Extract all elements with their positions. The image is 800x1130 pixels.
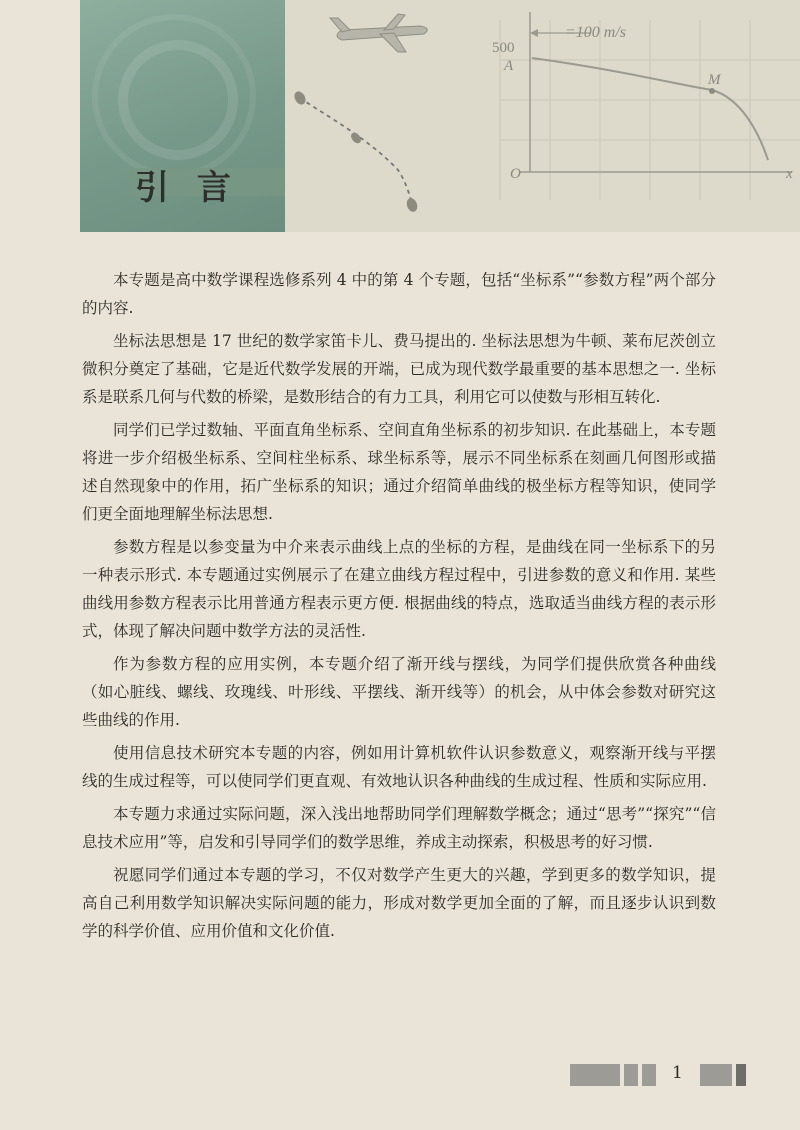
chapter-title: 引 言 xyxy=(135,168,239,208)
point-a-label: A xyxy=(504,58,514,74)
footer-decor-bar xyxy=(700,1064,732,1086)
footer-decor-bar xyxy=(642,1064,656,1086)
chapter-header xyxy=(80,0,800,232)
package-icon xyxy=(405,197,419,214)
paragraph: 本专题力求通过实际问题，深入浅出地帮助同学们理解数学概念；通过“思考”“探究”“信息技术应用”等，启发和引导同学们的数学思维，养成主动探索，积极思考的好习惯. xyxy=(82,805,716,851)
drop-path xyxy=(300,98,412,205)
point-m-label: M xyxy=(708,72,721,88)
paragraph: 本专题是高中数学课程选修系列 4 中的第 4 个专题，包括“坐标系”“参数方程”两个部分的内容. xyxy=(82,271,716,317)
paragraph: 同学们已学过数轴、平面直角坐标系、空间直角坐标系的初步知识. 在此基础上，本专题将进一步介绍极坐标系、空间柱坐标系、球坐标系等，展示不同坐标系在刻画几何图形或描述自然现象中的作用，拓广坐标系的知识；通过介绍简单曲线的极坐标方程等知识，使同学们更全面地理解坐标法思想. xyxy=(82,421,716,523)
package-icon xyxy=(292,89,308,106)
origin-label: O xyxy=(510,166,521,182)
footer-decor-bar xyxy=(736,1064,746,1086)
y-value-label: 500 xyxy=(492,40,515,56)
x-axis-label: x xyxy=(786,166,793,182)
velocity-label: =100 m/s xyxy=(565,24,627,41)
page-footer xyxy=(0,1054,800,1094)
paragraph: 作为参数方程的应用实例，本专题介绍了渐开线与摆线，为同学们提供欣赏各种曲线（如心脏线、螺线、玫瑰线、叶形线、平摆线、渐开线等）的机会，从中体会参数对研究这些曲线的作用. xyxy=(82,655,716,729)
introduction-body xyxy=(82,266,716,950)
point-m-marker xyxy=(709,88,715,94)
velocity-arrowhead xyxy=(530,29,538,37)
footer-decor-bar xyxy=(570,1064,620,1086)
paragraph: 参数方程是以参变量为中介来表示曲线上点的坐标的方程，是曲线在同一坐标系下的另一种表示形式. 本专题通过实例展示了在建立曲线方程过程中，引进参数的意义和作用. 某些曲线用参数方程表示比用普通方程表示更方便. 根据曲线的特点，选取适当曲线方程的表示形式，体现了解决问题中数学方法的灵活性. xyxy=(82,538,716,640)
paragraph: 使用信息技术研究本专题的内容，例如用计算机软件认识参数意义，观察渐开线与平摆线的生成过程等，可以使同学们更直观、有效地认识各种曲线的生成过程、性质和实际应用. xyxy=(82,744,716,790)
paragraph: 祝愿同学们通过本专题的学习，不仅对数学产生更大的兴趣，学到更多的数学知识，提高自己利用数学知识解决实际问题的能力，形成对数学更加全面的了解，而且逐步认识到数学的科学价值、应用价值和文化价值. xyxy=(82,866,716,940)
projectile-illustration xyxy=(80,0,800,232)
graph-grid xyxy=(500,20,800,200)
page-number: 1 xyxy=(672,1063,683,1083)
airplane-icon xyxy=(330,14,427,52)
paragraph: 坐标法思想是 17 世纪的数学家笛卡儿、费马提出的. 坐标法思想为牛顿、莱布尼茨创立微积分奠定了基础，它是近代数学发展的开端，已成为现代数学最重要的基本思想之一. 坐标系是联系几何与代数的桥梁，是数形结合的有力工具，利用它可以使数与形相互转化. xyxy=(82,332,716,406)
footer-decor-bar xyxy=(624,1064,638,1086)
